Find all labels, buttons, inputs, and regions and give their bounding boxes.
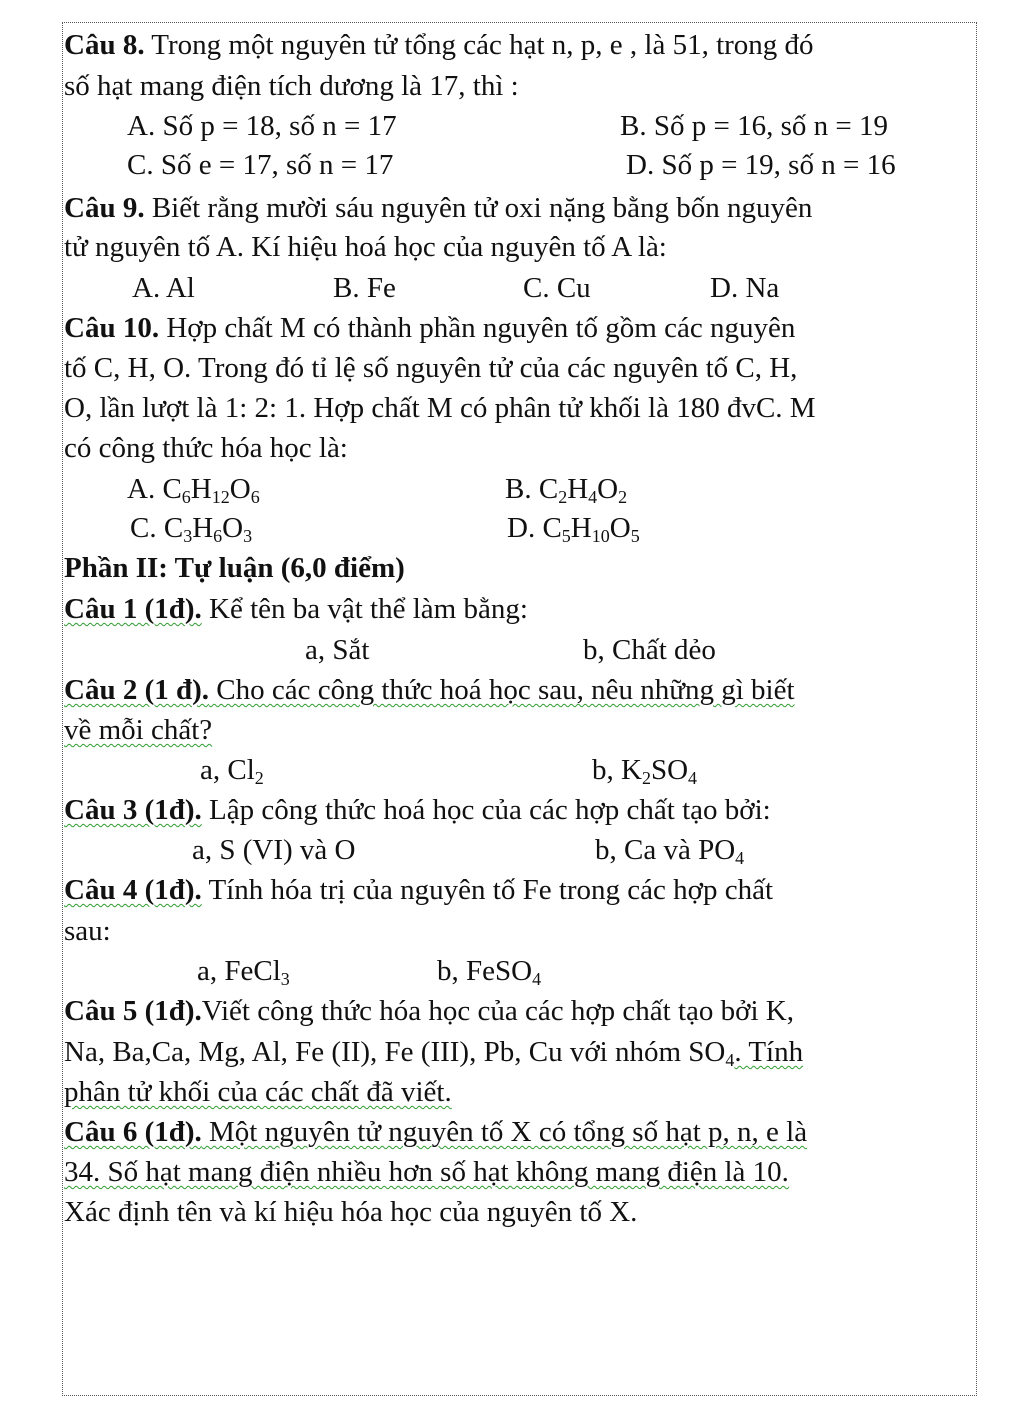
q8-option-a: A. Số p = 18, số n = 17	[127, 110, 397, 142]
c3-item-a: a, S (VI) và O	[192, 834, 356, 866]
c2-item-b-mid: SO	[650, 754, 689, 786]
subscript: 6	[213, 526, 223, 546]
part2-title: Phần II: Tự luận (6,0 điểm)	[64, 552, 405, 584]
q8-option-b: B. Số p = 16, số n = 19	[620, 110, 888, 142]
q9-option-c: C. Cu	[523, 272, 591, 304]
option-prefix: A.	[127, 473, 163, 505]
q10-line-4: có công thức hóa học là:	[64, 432, 348, 464]
element-symbol: O	[597, 473, 619, 505]
subscript: 6	[250, 487, 260, 507]
c2-item-b-sub2: 4	[688, 768, 698, 788]
element-symbol: O	[609, 512, 631, 544]
q8-line-1	[64, 27, 814, 63]
q10-line-1	[64, 310, 795, 346]
c2-item-a-text: a, Cl	[200, 754, 255, 786]
c2-line-2	[64, 712, 212, 748]
subscript: 10	[591, 526, 610, 546]
subscript: 3	[243, 526, 253, 546]
c2-text-2: về mỗi chất?	[64, 714, 213, 746]
c4-item-a-text: a, FeCl	[197, 955, 281, 987]
q9-text: Biết rằng mười sáu nguyên tử oxi nặng bằng bốn nguyên	[144, 192, 813, 224]
c4-item-a	[197, 953, 290, 989]
q9-option-d: D. Na	[710, 272, 780, 304]
c3-text: Lập công thức hoá học của các hợp chất tạo bởi:	[201, 794, 771, 826]
c3-item-b	[595, 832, 744, 868]
q8-option-c: C. Số e = 17, số n = 17	[127, 149, 394, 181]
element-symbol: H	[192, 512, 214, 544]
c2-item-b-sub1: 2	[641, 768, 651, 788]
subscript: 5	[630, 526, 640, 546]
c4-label: Câu 4 (1đ).	[64, 874, 202, 906]
c5-line-2	[64, 1034, 803, 1070]
c2-item-a	[200, 752, 264, 788]
c4-line-2: sau:	[64, 915, 111, 947]
c5-line-1	[64, 993, 794, 1029]
c1-text: Kể tên ba vật thể làm bằng:	[201, 593, 528, 625]
element-symbol: H	[567, 473, 589, 505]
c2-line-1	[64, 672, 795, 708]
subscript: 12	[211, 487, 230, 507]
element-symbol: O	[229, 473, 251, 505]
subscript: 4	[588, 487, 598, 507]
element-symbol: O	[222, 512, 244, 544]
c4-line-1	[64, 872, 773, 908]
q10-option-b	[505, 471, 627, 507]
c3-label: Câu 3 (1đ).	[64, 794, 202, 826]
c3-line-1	[64, 792, 771, 828]
c5-text: Viết công thức hóa học của các hợp chất tạo bởi K,	[201, 995, 794, 1027]
q8-text: Trong một nguyên tử tổng các hạt n, p, e , là 51, trong đó	[144, 29, 814, 61]
q10-line-3: O, lần lượt là 1: 2: 1. Hợp chất M có phân tử khối là 180 đvC. M	[64, 392, 816, 424]
q9-option-b: B. Fe	[333, 272, 396, 304]
c4-item-b-sub: 4	[532, 969, 542, 989]
c6-text-2: 34. Số hạt mang điện nhiều hơn số hạt không mang điện là 10.	[64, 1156, 789, 1188]
c1-item-b: b, Chất dẻo	[583, 634, 716, 666]
c6-line-2	[64, 1154, 789, 1190]
c4-item-b	[437, 953, 541, 989]
option-prefix: C.	[130, 512, 164, 544]
c2-item-a-sub: 2	[254, 768, 264, 788]
q9-line-2: tử nguyên tố A. Kí hiệu hoá học của nguyên tố A là:	[64, 231, 667, 263]
c4-item-a-sub: 3	[280, 969, 290, 989]
q8-label: Câu 8.	[64, 29, 145, 61]
subscript: 3	[183, 526, 193, 546]
subscript: 2	[558, 487, 568, 507]
c6-label: Câu 6 (1đ).	[64, 1116, 202, 1148]
q10-text: Hợp chất M có thành phần nguyên tố gồm các nguyên	[159, 312, 796, 344]
c4-item-b-text: b, FeSO	[437, 955, 533, 987]
c4-text: Tính hóa trị của nguyên tố Fe trong các hợp chất	[201, 874, 774, 906]
q10-option-c	[130, 510, 252, 546]
q10-label: Câu 10.	[64, 312, 160, 344]
q9-option-a: A. Al	[132, 272, 195, 304]
q9-line-1	[64, 190, 812, 226]
c1-item-a: a, Sắt	[305, 634, 370, 666]
c1-line-1	[64, 591, 528, 627]
c6-text: Một nguyên tử nguyên tố X có tổng số hạt p, n, e là	[201, 1116, 808, 1148]
option-prefix: B.	[505, 473, 539, 505]
c2-item-b	[592, 752, 697, 788]
element-symbol: H	[570, 512, 592, 544]
q9-label: Câu 9.	[64, 192, 145, 224]
c1-label: Câu 1 (1đ).	[64, 593, 202, 625]
c3-item-b-text: b, Ca và PO	[595, 834, 736, 866]
q10-option-a	[127, 471, 260, 507]
option-prefix: D.	[507, 512, 543, 544]
c5-text-2-post: . Tính	[734, 1036, 804, 1068]
subscript: 2	[618, 487, 628, 507]
c6-line-1	[64, 1114, 807, 1150]
c2-text: Cho các công thức hoá học sau, nêu những gì biết	[209, 674, 795, 706]
c5-line-3	[64, 1074, 452, 1110]
q8-line-2: số hạt mang điện tích dương là 17, thì :	[64, 70, 519, 102]
c3-item-b-sub: 4	[735, 848, 745, 868]
element-symbol: C	[542, 512, 562, 544]
c5-text-3: phân tử khối của các chất đã viết.	[64, 1076, 452, 1108]
q8-option-d: D. Số p = 19, số n = 16	[626, 149, 896, 181]
c5-label: Câu 5 (1đ).	[64, 995, 202, 1027]
q10-option-d	[507, 510, 640, 546]
c2-item-b-text: b, K	[592, 754, 642, 786]
element-symbol: C	[162, 473, 182, 505]
element-symbol: C	[538, 473, 559, 505]
c2-label: Câu 2 (1 đ).	[64, 674, 210, 706]
subscript: 5	[561, 526, 571, 546]
element-symbol: H	[190, 473, 212, 505]
q10-line-2: tố C, H, O. Trong đó tỉ lệ số nguyên tử của các nguyên tố C, H,	[64, 352, 798, 384]
c5-text-2-sub: 4	[725, 1050, 735, 1070]
c5-text-2: Na, Ba,Ca, Mg, Al, Fe (II), Fe (III), Pb, Cu với nhóm SO	[64, 1036, 726, 1068]
element-symbol: C	[163, 512, 184, 544]
subscript: 6	[181, 487, 191, 507]
c6-line-3: Xác định tên và kí hiệu hóa học của nguyên tố X.	[64, 1196, 638, 1228]
